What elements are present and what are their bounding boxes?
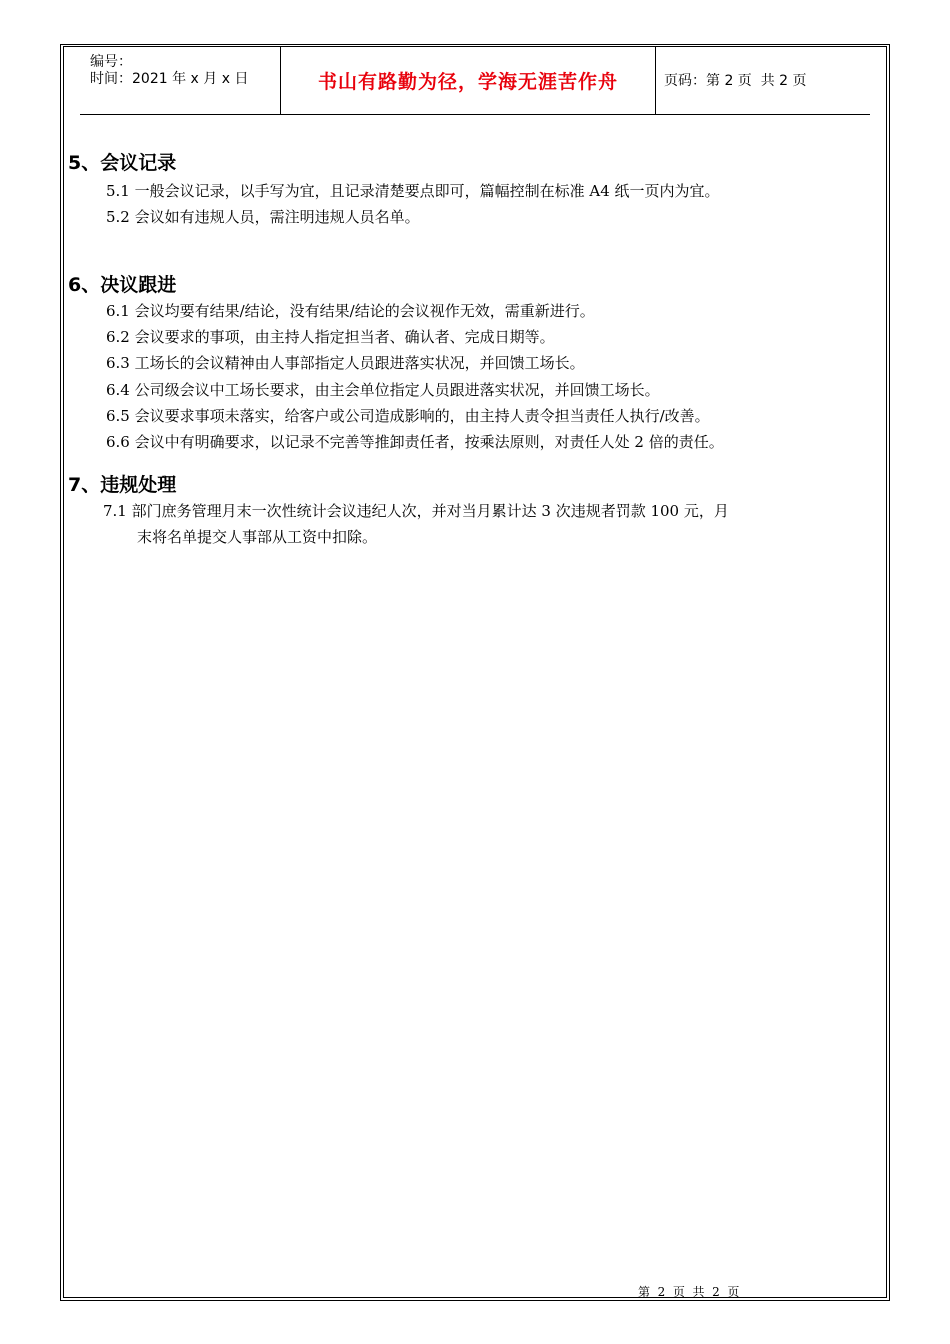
section-title-resolution-follow-up: 6、决议跟进	[68, 274, 177, 296]
footer-page-number: 第 2 页 共 2 页	[638, 1285, 740, 1299]
motto-text: 书山有路勤为径，学海无涯苦作舟	[317, 70, 618, 93]
list-item: 5.2 会议如有违规人员，需注明违规人员名单。	[106, 208, 420, 226]
list-item: 6.2 会议要求的事项，由主持人指定担当者、确认者、完成日期等。	[106, 328, 555, 346]
page-border-inner	[63, 46, 887, 1298]
list-item: 7.1 部门庶务管理月末一次性统计会议违纪人次，并对当月累计达 3 次违规者罚款 100 元，月	[103, 502, 729, 520]
header-page-number: 页码：第 2 页 共 2 页	[664, 73, 807, 89]
document-header	[80, 46, 870, 115]
section-title-violation-handling: 7、违规处理	[68, 474, 177, 496]
list-item-continuation: 末将名单提交人事部从工资中扣除。	[137, 528, 378, 546]
list-item: 6.1 会议均要有结果/结论，没有结果/结论的会议视作无效，需重新进行。	[106, 302, 595, 320]
list-item: 6.4 公司级会议中工场长要求，由主会单位指定人员跟进落实状况，并回馈工场长。	[106, 381, 660, 399]
list-item: 5.1 一般会议记录，以手写为宜，且记录清楚要点即可，篇幅控制在标准 A4 纸一页内为宜。	[106, 182, 720, 200]
list-item: 6.6 会议中有明确要求，以记录不完善等推卸责任者，按乘法原则，对责任人处 2 倍的责任。	[106, 433, 724, 451]
header-motto-cell	[280, 46, 656, 114]
document-code-label: 编号：	[90, 54, 132, 70]
list-item: 6.5 会议要求事项未落实，给客户或公司造成影响的，由主持人责令担当责任人执行/改善。	[106, 407, 710, 425]
list-item: 6.3 工场长的会议精神由人事部指定人员跟进落实状况，并回馈工场长。	[106, 354, 585, 372]
section-title-meeting-records: 5、会议记录	[68, 152, 177, 174]
document-time-label: 时间：2021 年 x 月 x 日	[90, 71, 249, 87]
header-info-cell	[80, 46, 280, 114]
header-page-cell	[655, 46, 870, 114]
